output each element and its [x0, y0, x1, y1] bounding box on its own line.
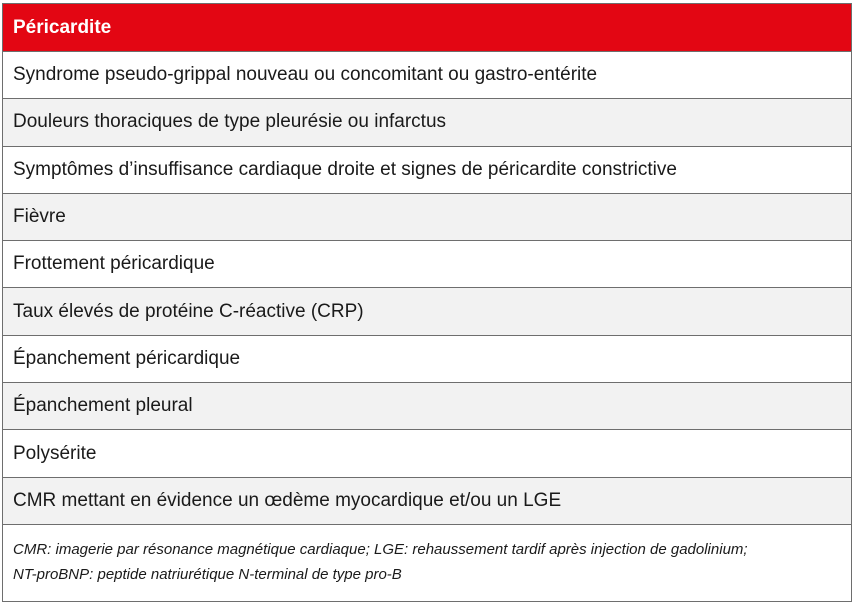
table-row [3, 429, 851, 476]
row-text: Frottement péricardique [13, 253, 215, 275]
row-text: Épanchement péricardique [13, 347, 241, 369]
footnote-line-2: NT-proBNP: peptide natriurétique N-terminal de type pro-B [13, 565, 402, 583]
table-row [3, 240, 851, 287]
table-row [3, 287, 851, 334]
row-text: Polysérite [13, 442, 97, 464]
table-row [3, 51, 851, 98]
table-header: Péricardite [3, 4, 851, 51]
table-row [3, 382, 851, 429]
footnote-line-1: CMR: imagerie par résonance magnétique cardiaque; LGE: rehaussement tardif après injection de gadolinium; [13, 540, 748, 558]
row-text: Syndrome pseudo-grippal nouveau ou concomitant ou gastro-entérite [13, 64, 598, 86]
row-text: Épanchement pleural [13, 395, 193, 417]
table-row [3, 98, 851, 145]
pericarditis-table [2, 3, 852, 602]
table-row [3, 146, 851, 193]
row-text: CMR mettant en évidence un œdème myocardique et/ou un LGE [13, 489, 562, 511]
row-text: Douleurs thoraciques de type pleurésie ou infarctus [13, 111, 447, 133]
table-footnote [3, 524, 851, 601]
table-row [3, 193, 851, 240]
table-row [3, 477, 851, 524]
row-text: Taux élevés de protéine C-réactive (CRP) [13, 300, 364, 322]
row-text: Fièvre [13, 206, 66, 228]
table-row [3, 335, 851, 382]
row-text: Symptômes d’insuffisance cardiaque droite et signes de péricardite constrictive [13, 158, 677, 180]
